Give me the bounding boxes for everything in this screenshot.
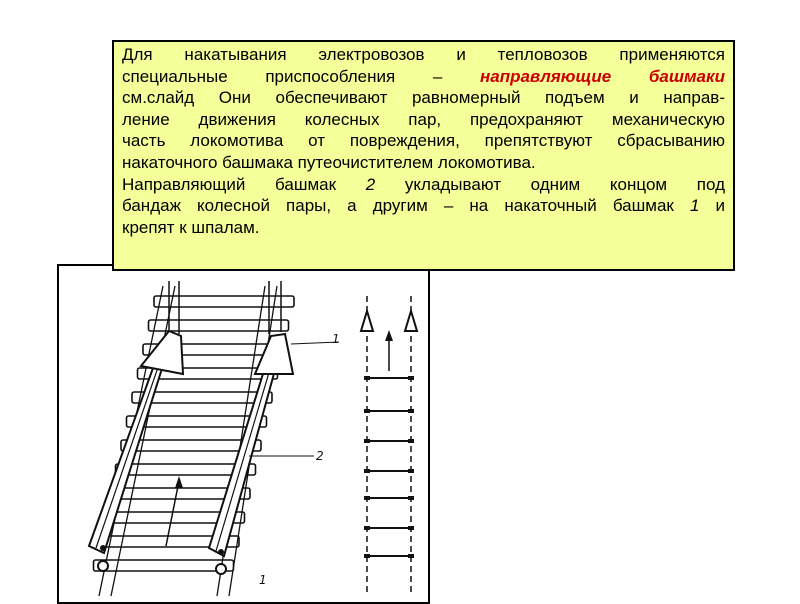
label-2: 2	[316, 449, 324, 463]
guide-shoes-term: направляющие башмаки	[479, 66, 725, 86]
schematic-shoe-left	[361, 311, 373, 331]
text-line-3: см.слайд Они обеспечивают равномерный подъем и направ-	[122, 88, 725, 108]
sleeper	[154, 296, 294, 307]
sleepers	[94, 296, 295, 571]
text-line-8: бандаж колесной пары, а другим – на накаточный башмак 1 и	[122, 196, 725, 216]
label-1: 1	[332, 332, 340, 346]
sleeper	[94, 560, 234, 571]
text-line-7: Направляющий башмак 2 укладывают одним концом под	[122, 174, 725, 194]
text-line-5: часть локомотива от повреждения, препятствуют сбрасыванию	[122, 131, 725, 151]
text-line-4: ление движения колесных пар, предохраняют механическую	[122, 109, 725, 129]
label-bottom-1: 1	[259, 573, 267, 587]
guide-shoe-drawing	[59, 266, 430, 604]
description-callout	[112, 40, 735, 271]
text-line-2: специальные приспособления – направляющие башмаки	[122, 66, 725, 86]
text-line-9: крепят к шпалам.	[122, 217, 260, 237]
schematic	[361, 296, 417, 596]
figure-frame	[57, 264, 430, 604]
schematic-shoe-right	[405, 311, 417, 331]
text-line-6: накаточного башмака путеочистителем локомотива.	[122, 152, 536, 172]
text-line-1: Для накатывания электровозов и тепловозов применяются	[122, 45, 725, 64]
